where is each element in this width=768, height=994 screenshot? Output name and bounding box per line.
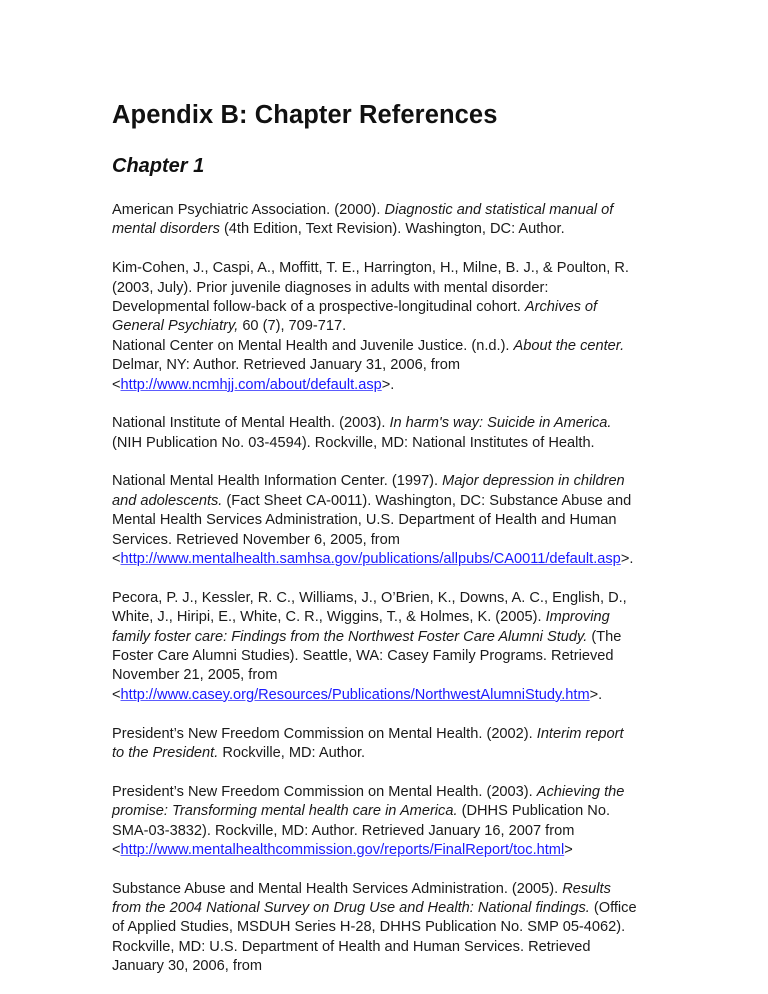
reference-title-text: Archives of (524, 298, 598, 315)
reference-line (112, 647, 672, 666)
reference-text: January 30, 2006, from (112, 958, 263, 975)
reference-title-text: from the 2004 National Survey on Drug Use and Health: National findings. (112, 900, 590, 917)
reference-line (112, 822, 672, 841)
reference-entry (112, 880, 672, 977)
reference-link[interactable]: http://www.mentalhealth.samhsa.gov/publications/allpubs/CA0011/default.asp (120, 551, 621, 568)
reference-text: of Applied Studies, MSDUH Series H-28, DHHS Publication No. SMP 05-4062). (112, 919, 626, 936)
reference-entry (112, 337, 672, 395)
reference-list (112, 201, 672, 977)
reference-title-text: General Psychiatry, (112, 318, 239, 335)
reference-line (112, 414, 672, 433)
reference-line (112, 686, 672, 705)
reference-text: President’s New Freedom Commission on Mental Health. (2002). (112, 725, 537, 742)
reference-link[interactable]: http://www.ncmhjj.com/about/default.asp (120, 376, 382, 393)
reference-title-text: Achieving the (536, 783, 625, 800)
reference-text: National Institute of Mental Health. (2003). (112, 415, 390, 432)
reference-line (112, 938, 672, 957)
reference-line (112, 356, 672, 375)
reference-line (112, 511, 672, 530)
reference-text: > (564, 841, 573, 858)
reference-title-text: promise: Transforming mental health care in America. (112, 803, 458, 820)
reference-line (112, 279, 672, 298)
reference-title-text: Results (562, 880, 611, 897)
reference-text: (4th Edition, Text Revision). Washington, DC: Author. (219, 221, 565, 238)
reference-text: White, J., Hiripi, E., White, C. R., Wiggins, T., & Holmes, K. (2005). (112, 609, 546, 626)
reference-title-text: to the President. (112, 744, 219, 761)
reference-text: >. (620, 551, 634, 568)
reference-entry (112, 725, 672, 764)
reference-text: < (112, 841, 121, 858)
reference-link[interactable]: http://www.casey.org/Resources/Publications/NorthwestAlumniStudy.htm (120, 686, 590, 703)
reference-line (112, 376, 672, 395)
reference-entry (112, 589, 672, 705)
reference-text: (2003, July). Prior juvenile diagnoses in adults with mental disorder: (112, 279, 549, 296)
reference-text: SMA-03-3832). Rockville, MD: Author. Retrieved January 16, 2007 from (112, 822, 575, 839)
reference-line (112, 628, 672, 647)
reference-title-text: In harm's way: Suicide in America. (389, 415, 612, 432)
reference-text: Services. Retrieved November 6, 2005, from (112, 531, 400, 548)
reference-line (112, 201, 672, 220)
reference-text: (DHHS Publication No. (457, 803, 611, 820)
reference-text: Kim-Cohen, J., Caspi, A., Moffitt, T. E., Harrington, H., Milne, B. J., & Poulton, R. (112, 260, 629, 277)
reference-entry (112, 783, 672, 861)
reference-entry (112, 201, 672, 240)
reference-title-text: About the center. (513, 337, 625, 354)
reference-text: 60 (7), 709-717. (238, 318, 347, 335)
reference-line (112, 259, 672, 278)
reference-line (112, 589, 672, 608)
reference-text: Rockville, MD: Author. (218, 744, 366, 761)
reference-text: (The (587, 628, 622, 645)
reference-line (112, 725, 672, 744)
reference-line (112, 531, 672, 550)
reference-title-text: family foster care: Findings from the Northwest Foster Care Alumni Study. (112, 628, 588, 645)
reference-text: (Office (589, 900, 637, 917)
reference-text: Foster Care Alumni Studies). Seattle, WA: Casey Family Programs. Retrieved (112, 647, 614, 664)
reference-line (112, 608, 672, 627)
reference-line (112, 550, 672, 569)
reference-text: Developmental follow-back of a prospective-longitudinal cohort. (112, 298, 525, 315)
reference-entry (112, 259, 672, 337)
reference-title-text: and adolescents. (112, 492, 223, 509)
reference-text: American Psychiatric Association. (2000). (112, 202, 385, 218)
reference-text: National Center on Mental Health and Juvenile Justice. (n.d.). (112, 337, 514, 354)
reference-entry (112, 472, 672, 569)
reference-text: President’s New Freedom Commission on Mental Health. (2003). (112, 783, 537, 800)
reference-line (112, 918, 672, 937)
reference-title-text: Interim report (536, 725, 624, 742)
reference-text: Rockville, MD: U.S. Department of Health and Human Services. Retrieved (112, 938, 591, 955)
reference-line (112, 298, 672, 317)
reference-text: November 21, 2005, from (112, 667, 278, 684)
reference-line (112, 744, 672, 763)
reference-text: < (112, 376, 121, 393)
reference-title-text: Major depression in children (442, 473, 625, 490)
page-title: Apendix B: Chapter References (112, 101, 498, 129)
reference-line (112, 802, 672, 821)
reference-line (112, 317, 672, 336)
reference-link[interactable]: http://www.mentalhealthcommission.gov/reports/FinalReport/toc.html (120, 841, 565, 858)
reference-line (112, 841, 672, 860)
reference-line (112, 434, 672, 453)
reference-text: National Mental Health Information Center. (1997). (112, 473, 443, 490)
reference-text: Substance Abuse and Mental Health Services Administration. (2005). (112, 880, 563, 897)
reference-text: (NIH Publication No. 03-4594). Rockville, MD: National Institutes of Health. (112, 434, 595, 451)
reference-text: (Fact Sheet CA-0011). Washington, DC: Substance Abuse and (222, 492, 632, 509)
reference-line (112, 957, 672, 976)
reference-entry (112, 414, 672, 453)
reference-text: Delmar, NY: Author. Retrieved January 31, 2006, from (112, 357, 460, 374)
reference-text: >. (381, 376, 395, 393)
reference-title-text: Improving (545, 609, 610, 626)
reference-text: < (112, 686, 121, 703)
reference-text: Pecora, P. J., Kessler, R. C., Williams, J., O’Brien, K., Downs, A. C., English, D., (112, 589, 627, 606)
reference-line (112, 337, 672, 356)
reference-title-text: mental disorders (112, 221, 220, 238)
reference-line (112, 666, 672, 685)
reference-text: < (112, 551, 121, 568)
reference-line (112, 492, 672, 511)
reference-line (112, 472, 672, 491)
reference-text: >. (589, 686, 603, 703)
reference-title-text: Diagnostic and statistical manual of (384, 202, 614, 218)
reference-line (112, 899, 672, 918)
section-heading: Chapter 1 (112, 155, 205, 177)
reference-line (112, 880, 672, 899)
reference-text: Mental Health Services Administration, U.S. Department of Health and Human (112, 512, 617, 529)
reference-line (112, 783, 672, 802)
reference-line (112, 220, 672, 239)
